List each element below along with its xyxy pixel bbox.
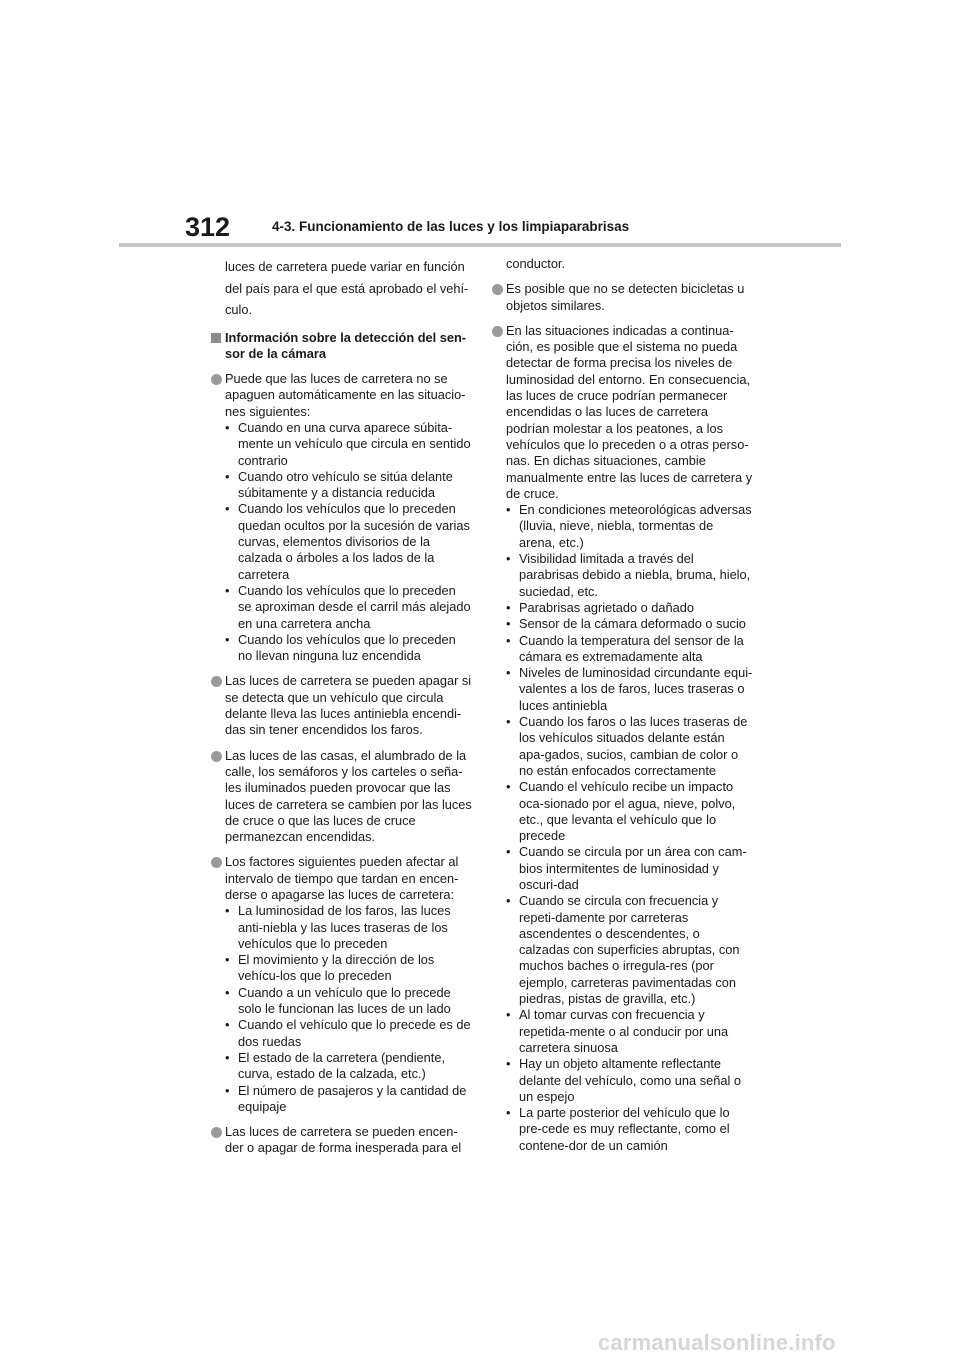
list-item (225, 985, 472, 1018)
dot-bullet-icon: • (506, 551, 511, 567)
list-item-text: Cuando los vehículos que lo preceden no llevan ninguna luz encendida (238, 631, 456, 664)
paragraph-text: Las luces de carretera se pueden encen-der o apagar de forma inesperada para el (225, 1124, 462, 1156)
list-item (506, 1105, 753, 1154)
sub-list (225, 903, 472, 1115)
dot-bullet-icon: • (506, 1056, 511, 1072)
dot-bullet-icon: • (225, 631, 230, 647)
list-item-text: La luminosidad de los faros, las luces anti-niebla y las luces traseras de los vehículos que lo preceden (238, 903, 451, 951)
list-item (225, 501, 472, 582)
dot-bullet-icon: • (225, 952, 230, 968)
page-header (0, 0, 960, 248)
list-item-text: Sensor de la cámara deformado o sucio (519, 616, 746, 632)
dot-bullet-icon: • (506, 665, 511, 681)
bullet-paragraph (210, 371, 472, 664)
list-item-text: Cuando los vehículos que lo preceden quedan ocultos por la sucesión de varias curvas, elementos divisorios de la calzada o árboles a los lados de la carretera (238, 501, 470, 582)
bullet-paragraph (210, 854, 472, 1115)
dot-bullet-icon: • (506, 893, 511, 909)
dot-bullet-icon: • (225, 501, 230, 517)
list-item-text: Cuando los faros o las luces traseras de los vehículos situados delante están apa-gados, sucios, cambian de color o no están enfocados correctamente (519, 714, 748, 778)
dot-bullet-icon: • (225, 582, 230, 598)
dot-bullet-icon: • (506, 616, 511, 632)
list-item-text: Cuando el vehículo recibe un impacto oca-sionado por el agua, nieve, polvo, etc., que levanta el vehículo que lo precede (519, 779, 736, 844)
dot-bullet-icon: • (506, 844, 511, 860)
list-item (506, 779, 753, 844)
list-item-text: Cuando el vehículo que lo precede es de dos ruedas (238, 1017, 471, 1049)
dot-bullet-icon: • (506, 1105, 511, 1121)
list-item-text: Hay un objeto altamente reflectante delante del vehículo, como una señal o un espejo (519, 1056, 741, 1104)
continuation-text: luces de carretera puede variar en función del país para el que está aprobado el vehí-culo. (225, 259, 469, 317)
right-paragraph-list (491, 281, 753, 1154)
list-item (225, 1017, 472, 1050)
page-number: 312 (185, 212, 231, 242)
bullet-paragraph (210, 1124, 472, 1157)
list-item (225, 903, 472, 952)
list-item-text: Parabrisas agrietado o dañado (519, 599, 695, 615)
paragraph-text: En las situaciones indicadas a continua-ción, es posible que el sistema no pueda detectar de forma precisa los niveles de luminosidad del entorno. En consecuencia, las luces de cruce podrían permanecer encendidas o las luces de carretera podrían molestar a los peatones, a los vehículos que lo preceden o a otras perso-nas. En dichas situaciones, cambie manualmente entre las luces de carretera y de cruce. (506, 322, 753, 501)
list-item-text: Visibilidad limitada a través del parabrisas debido a niebla, bruma, hielo, suciedad, etc. (519, 551, 751, 599)
circle-bullet-icon (211, 857, 222, 868)
bullet-paragraph (491, 281, 753, 314)
watermark-text: carmanualsonline.info (598, 1330, 836, 1355)
list-item (506, 616, 753, 632)
list-item-text: La parte posterior del vehículo que lo pre-cede es muy reflectante, como el contene-dor de un camión (519, 1105, 730, 1153)
list-item-text: Niveles de luminosidad circundante equi-valentes a los de faros, luces traseras o luces antiniebla (519, 665, 753, 713)
dot-bullet-icon: • (506, 714, 511, 730)
list-item (225, 469, 472, 502)
list-item-text: Cuando la temperatura del sensor de la cámara es extremadamente alta (519, 632, 744, 664)
list-item (506, 502, 753, 551)
dot-bullet-icon: • (225, 903, 230, 919)
circle-bullet-icon (492, 284, 503, 295)
dot-bullet-icon: • (506, 779, 511, 795)
circle-bullet-icon (211, 676, 222, 687)
list-item-text: Cuando otro vehículo se sitúa delante súbitamente y a distancia reducida (238, 468, 453, 501)
list-item-text: Al tomar curvas con frecuencia y repetida-mente o al conducir por una carretera sinuosa (519, 1007, 729, 1055)
list-item (506, 714, 753, 779)
dot-bullet-icon: • (225, 1017, 230, 1033)
continuation-text: conductor. (506, 256, 566, 271)
circle-bullet-icon (492, 326, 503, 337)
list-item-text: El movimiento y la dirección de los vehícu-los que lo preceden (238, 952, 435, 984)
sub-list (506, 502, 753, 1154)
list-item (506, 633, 753, 666)
paragraph-text: Las luces de las casas, el alumbrado de la calle, los semáforos y los carteles o seña-les iluminados pueden provocar que las luces de carretera se cambien por las luces de cruce o que las luces de cruce permanezcan encendidas. (225, 747, 472, 845)
dot-bullet-icon: • (506, 502, 511, 518)
dot-bullet-icon: • (225, 1082, 230, 1098)
list-item-text: En condiciones meteorológicas adversas (lluvia, nieve, niebla, tormentas de arena, etc.) (519, 502, 752, 550)
list-item (506, 551, 753, 600)
section-title: 4-3. Funcionamiento de las luces y los limpiaparabrisas (272, 219, 630, 234)
list-item-text: El estado de la carretera (pendiente, curva, estado de la calzada, etc.) (238, 1049, 446, 1082)
bullet-paragraph (210, 673, 472, 738)
dot-bullet-icon: • (506, 1007, 511, 1023)
list-item (506, 1007, 753, 1056)
bullet-paragraph (491, 323, 753, 1154)
right-column (491, 256, 753, 1163)
dot-bullet-icon: • (506, 599, 511, 615)
list-item (225, 1083, 472, 1116)
list-item (225, 420, 472, 469)
paragraph-text: Los factores siguientes pueden afectar al intervalo de tiempo que tardan en encen-derse o apagarse las luces de carretera: (225, 854, 459, 902)
left-column (210, 256, 472, 1166)
dot-bullet-icon: • (225, 984, 230, 1000)
list-item (225, 952, 472, 985)
list-item-text: Cuando los vehículos que lo preceden se aproximan desde el carril más alejado en una carretera ancha (238, 582, 471, 631)
paragraph-text: Las luces de carretera se pueden apagar si se detecta que un vehículo que circula delante lleva las luces antiniebla encendi-das sin tener encendidos los faros. (225, 673, 472, 738)
section-heading (210, 330, 472, 363)
list-item-text: Cuando en una curva aparece súbita-mente un vehículo que circula en sentido contrario (238, 419, 471, 468)
list-item (506, 600, 753, 616)
dot-bullet-icon: • (225, 468, 230, 484)
square-bullet-icon (211, 333, 221, 343)
list-item (506, 893, 753, 1007)
list-item (225, 1050, 472, 1083)
circle-bullet-icon (211, 1127, 222, 1138)
list-item-text: Cuando a un vehículo que lo precede solo le funcionan las luces de un lado (238, 984, 451, 1017)
list-item-text: El número de pasajeros y la cantidad de equipaje (238, 1082, 467, 1114)
paragraph-text: Puede que las luces de carretera no se apaguen automáticamente en las situacio-nes siguientes: (225, 371, 466, 419)
dot-bullet-icon: • (225, 419, 230, 435)
list-item-text: Cuando se circula por un área con cam-bios intermitentes de luminosidad y oscuri-dad (519, 844, 747, 892)
dot-bullet-icon: • (225, 1049, 230, 1065)
list-item (506, 1056, 753, 1105)
sub-list (225, 420, 472, 664)
heading-text: Información sobre la detección del sen-sor de la cámara (225, 329, 467, 361)
dot-bullet-icon: • (506, 632, 511, 648)
bullet-paragraph (210, 748, 472, 846)
list-item-text: Cuando se circula con frecuencia y repeti-damente por carreteras ascendentes o descendentes, o calzadas con superficies abruptas, con muchos baches o irregula-res (por ejemplo, carreteras pavimentadas con piedras, pistas de gravilla, etc.) (519, 893, 740, 1007)
left-paragraph-list (210, 371, 472, 1157)
circle-bullet-icon (211, 751, 222, 762)
list-item (506, 844, 753, 893)
list-item (225, 583, 472, 632)
list-item (225, 632, 472, 665)
list-item (506, 665, 753, 714)
paragraph-text: Es posible que no se detecten bicicletas u objetos similares. (506, 281, 745, 313)
circle-bullet-icon (211, 374, 222, 385)
header-divider (119, 243, 841, 247)
